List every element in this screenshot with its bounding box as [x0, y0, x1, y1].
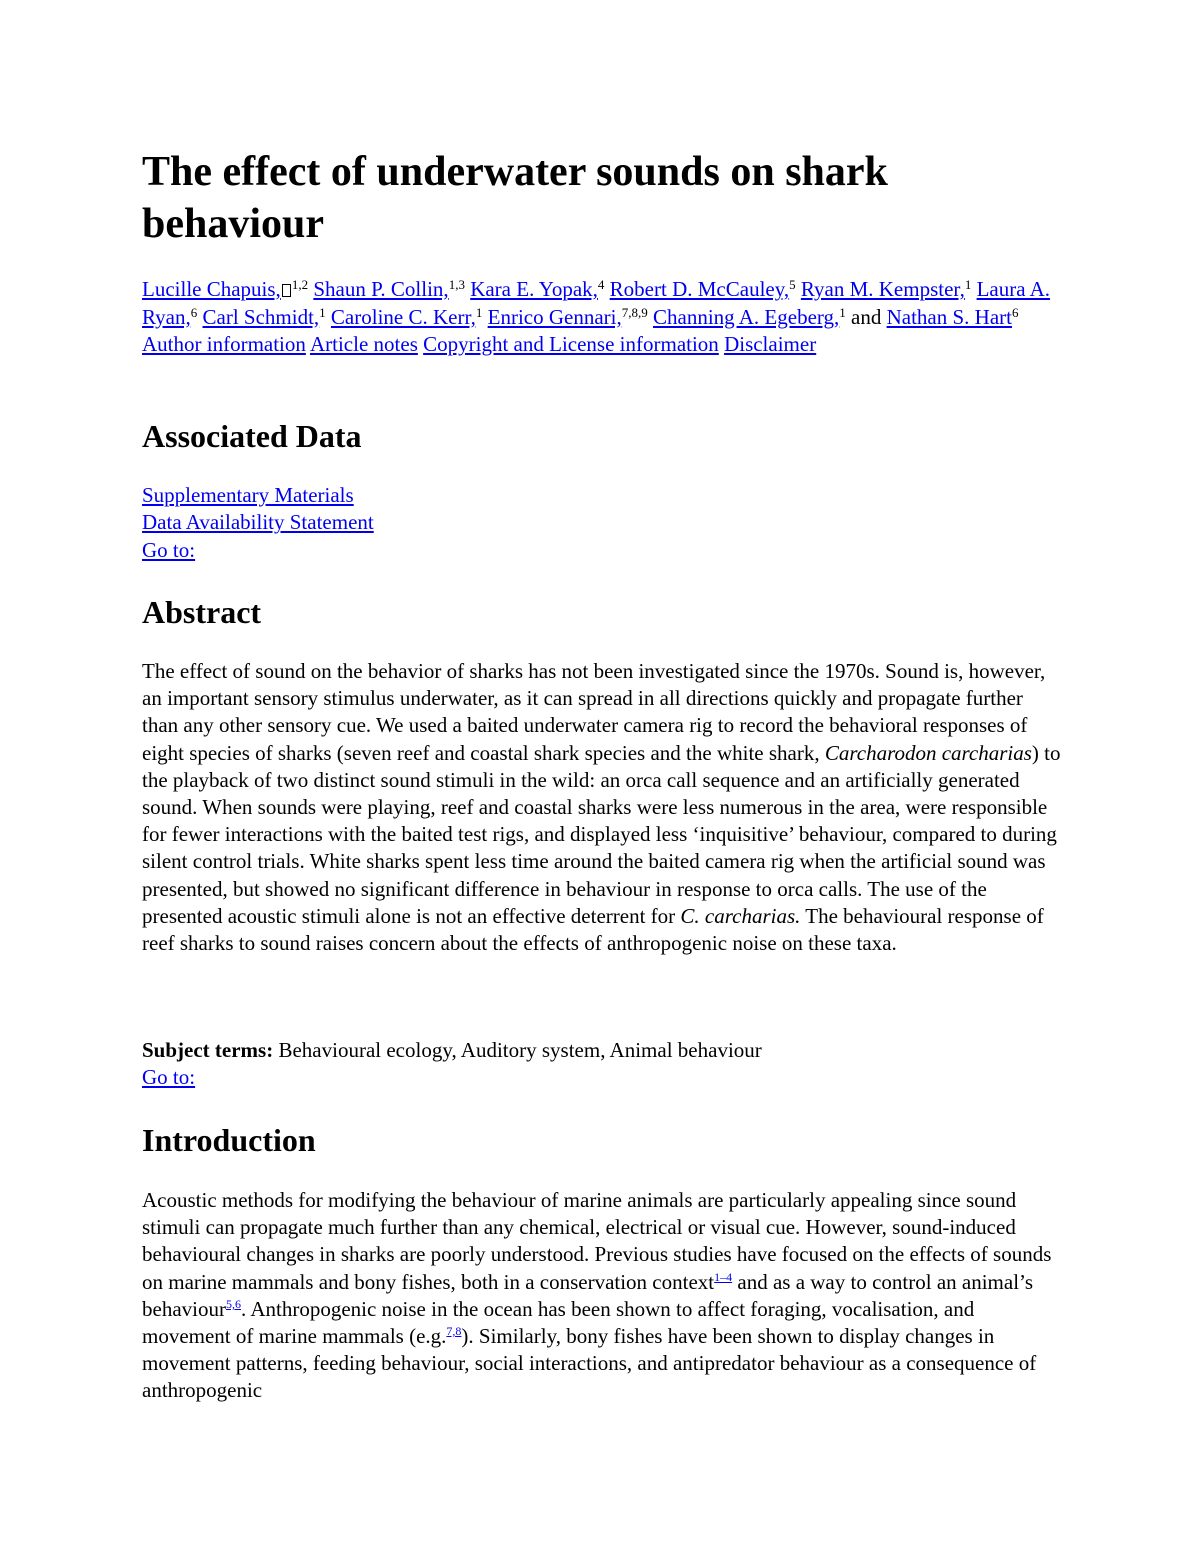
intro-text: Acoustic methods for modifying the behaviour of marine animals are particularly appealing since sound stimuli can propagate much further than any chemical, electrical or visual cue. However, sound-induced behavioural changes in sharks are poorly understood. Previous studies have focused on the effects of sounds on marine mammals and bony fishes, both in a conservation context — [142, 1188, 1052, 1294]
affiliation-number: 1 — [319, 304, 326, 320]
author-link[interactable]: Robert D. McCauley, — [609, 277, 790, 301]
affiliation-number: 6 — [1011, 304, 1019, 320]
intro-text: and as a way to control an animal’s behaviour — [142, 1269, 1034, 1321]
data-availability-link[interactable]: Data Availability Statement — [142, 510, 374, 535]
affiliation-number: 1 — [964, 277, 972, 292]
affiliation-number: 4 — [597, 277, 605, 292]
intro-text: . Anthropogenic noise in the ocean has been shown to affect foraging, vocalisation, and movement of marine mammals (e.g. — [142, 1296, 975, 1349]
abstract-text: The behavioural response of reef sharks to sound raises concern about the effects of anthropogenic noise on these taxa. — [142, 903, 1044, 956]
author-link[interactable]: Laura A. Ryan, — [142, 277, 1051, 329]
goto-link[interactable]: Go to: — [142, 1065, 196, 1090]
introduction-paragraph — [142, 1187, 1062, 1405]
author-link[interactable]: Caroline C. Kerr, — [330, 304, 476, 329]
article-notes-link[interactable]: Article notes — [309, 332, 418, 356]
author-link[interactable]: Channing A. Egeberg, — [653, 304, 840, 329]
affiliation-number: 1 — [475, 304, 483, 320]
author-link[interactable]: Carl Schmidt, — [202, 304, 320, 329]
affiliation-number: 1,3 — [448, 277, 465, 292]
author-link[interactable]: Ryan M. Kempster, — [800, 277, 965, 301]
abstract-paragraph — [142, 658, 1062, 957]
author-link[interactable]: Shaun P. Collin, — [313, 277, 449, 301]
subject-terms — [142, 1037, 1062, 1092]
affiliation-number: 1 — [839, 304, 846, 320]
subject-terms-label: Subject terms: — [142, 1038, 274, 1062]
author-list — [142, 276, 1062, 359]
citation-link[interactable]: 1–4 — [714, 1269, 733, 1284]
envelope-icon[interactable] — [282, 284, 291, 297]
supplementary-materials-link[interactable]: Supplementary Materials — [142, 483, 354, 507]
author-link[interactable]: Lucille Chapuis, — [142, 277, 281, 301]
abstract-text: The effect of sound on the behavior of sharks has not been investigated since the 1970s. Sound is, however, an important sensory stimulus underwater, as it can spread in all directions quickly and propagate further than any other sensory cue. We used a baited underwater camera rig to record the behavioral responses of eight species of sharks (seven reef and coastal shark species and the white shark, — [142, 659, 1046, 765]
affiliation-number: 6 — [190, 304, 198, 320]
disclaimer-link[interactable]: Disclaimer — [724, 332, 817, 356]
associated-data-links — [142, 482, 1062, 564]
article-title: The effect of underwater sounds on shark behaviour — [142, 149, 888, 247]
introduction-heading: Introduction — [142, 1122, 316, 1158]
author-link[interactable]: Nathan S. Hart — [886, 304, 1012, 329]
goto-link[interactable]: Go to: — [142, 537, 196, 562]
author-link[interactable]: Enrico Gennari, — [487, 304, 622, 329]
abstract-heading: Abstract — [142, 594, 262, 630]
copyright-license-link[interactable]: Copyright and License information — [423, 332, 719, 356]
citation-link[interactable]: 5,6 — [225, 1296, 241, 1311]
affiliation-number: 7,8,9 — [621, 304, 648, 320]
intro-text: ). Similarly, bony fishes have been shown to display changes in movement patterns, feeding behaviour, social interactions, and antipredator behaviour as a consequence of anthropogenic — [142, 1324, 1037, 1403]
affiliation-number: 5 — [789, 277, 796, 292]
abstract-text: ) to the playback of two distinct sound stimuli in the wild: an orca call sequence and an artificially generated sound. When sounds were playing, reef and coastal sharks were less numerous in the area, were responsible for fewer interactions with the baited test rigs, and displayed less ‘inquisitive’ behaviour, compared to during silent control trials. White sharks spent less time around the baited camera rig when the artificial sound was presented, but showed no significant difference in behaviour in response to orca calls. The use of the presented acoustic stimuli alone is not an effective deterrent for — [142, 740, 1061, 928]
and-text: and — [851, 304, 882, 329]
affiliation-number: 1,2 — [291, 277, 309, 292]
species-name: C. carcharias. — [680, 903, 801, 928]
species-name: Carcharodon carcharias — [824, 740, 1032, 765]
author-information-link[interactable]: Author information — [142, 332, 306, 356]
author-link[interactable]: Kara E. Yopak, — [470, 277, 598, 301]
subject-terms-values: Behavioural ecology, Auditory system, Animal behaviour — [273, 1038, 762, 1062]
citation-link[interactable]: 7,8 — [446, 1324, 462, 1339]
associated-data-heading: Associated Data — [142, 418, 362, 454]
